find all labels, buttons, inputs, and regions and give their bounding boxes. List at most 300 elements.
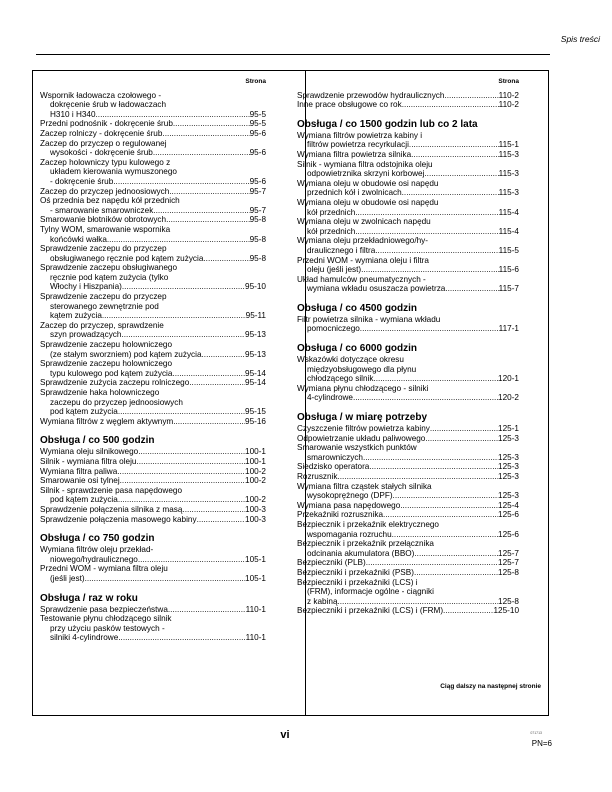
toc-entry-text: Wymiana filtra powietrza silnika — [297, 149, 412, 159]
toc-entry-line — [297, 482, 519, 492]
toc-leader-dots — [166, 215, 250, 225]
toc-page-ref: 125-3 — [498, 433, 519, 443]
toc-entry — [40, 263, 266, 292]
toc-entry-text: zaczepu do przyczep jednoosiowych — [50, 397, 183, 407]
toc-entry-text: Czyszczenie filtrów powietrza kabiny — [297, 424, 430, 434]
toc-entry-line — [40, 605, 266, 615]
toc-entry-text: kół przednich — [307, 207, 356, 217]
toc-entry-text: z kabiną — [307, 596, 338, 606]
toc-leader-dots — [430, 424, 498, 434]
toc-entry-text: Bezpiecznik i przekaźnik przełącznika — [297, 539, 434, 549]
toc-entry — [297, 472, 519, 482]
toc-entry-text: Bezpieczniki (PLB) — [297, 558, 366, 568]
toc-entry-line — [40, 624, 266, 634]
toc-leader-dots — [172, 369, 245, 379]
toc-entry-line — [40, 417, 266, 427]
toc-entry-text: filtrów powietrza recyrkulacji — [307, 140, 409, 150]
toc-entry-line — [40, 359, 266, 369]
toc-entry — [297, 443, 519, 462]
toc-entry-text: chłodzącego silnik — [307, 374, 374, 384]
toc-entry-line — [40, 515, 266, 525]
toc-leader-dots — [366, 558, 498, 568]
toc-entry-line — [297, 568, 519, 578]
toc-page-ref: 95-7 — [249, 205, 266, 215]
toc-entry-text: kół przednich — [307, 226, 356, 236]
toc-entry-line — [40, 215, 266, 225]
toc-leader-dots — [392, 530, 498, 540]
toc-leader-dots — [402, 188, 499, 198]
toc-entry-text: Wspornik ładowacza czołowego - — [40, 90, 162, 100]
toc-entry-text: Bezpieczniki i przekaźniki (LCS) i — [297, 577, 418, 587]
toc-leader-dots — [153, 206, 249, 216]
toc-page-ref: 115-1 — [498, 140, 519, 150]
section-heading: Obsługa / co 500 godzin — [40, 435, 155, 447]
toc-entry-line — [297, 227, 519, 237]
toc-entry-text: Zaczep do przyczep jednoosiowych — [40, 186, 170, 196]
toc-entry-text: Sprawdzenie przewodów hydraulicznych — [297, 90, 445, 100]
toc-entry-line — [297, 434, 519, 444]
toc-entry-text: Sprawdzenie zużycia zaczepu rolniczego — [40, 378, 190, 388]
toc-leader-dots — [122, 282, 245, 292]
toc-entry-line — [40, 158, 266, 168]
toc-entry-text: wymiana wkładu osuszacza powietrza — [307, 284, 446, 294]
toc-entry — [297, 150, 519, 160]
toc-entry — [40, 545, 266, 564]
toc-page-ref: 95-15 — [245, 407, 266, 417]
toc-page-ref: 125-3 — [498, 462, 519, 472]
toc-leader-dots — [136, 457, 245, 467]
toc-leader-dots — [117, 467, 245, 477]
toc-entry-text: Przedni podnośnik - dokręcenie śrub — [40, 119, 173, 129]
toc-leader-dots — [173, 417, 245, 427]
toc-entry — [297, 424, 519, 434]
toc-entry-line — [40, 555, 266, 565]
section-heading: Obsługa / co 750 godzin — [40, 533, 155, 545]
toc-entry-line — [40, 574, 266, 584]
pn-marker: PN=6 — [531, 739, 552, 748]
toc-page-ref: 110-2 — [498, 90, 519, 100]
toc-entry — [40, 129, 266, 139]
toc-entry-line — [297, 217, 519, 227]
toc-entry-text: Sprawdzenie połączenia silnika z masą — [40, 504, 183, 514]
toc-entry-text: Zaczep rolniczy - dokręcenie śrub — [40, 128, 163, 138]
toc-entry-line — [297, 131, 519, 141]
toc-entry — [297, 198, 519, 217]
toc-entry-text: Wymiana płynu chłodzącego - silniki — [297, 383, 429, 393]
toc-page-ref: 115-4 — [498, 207, 519, 217]
toc-entry-text: Zaczep do przyczep o regulowanej — [40, 138, 167, 148]
toc-page-ref: 110-1 — [245, 604, 266, 614]
toc-entry-line — [40, 614, 266, 624]
toc-entry-line — [297, 558, 519, 568]
toc-leader-dots — [393, 491, 499, 501]
toc-page-ref: 115-3 — [498, 188, 519, 198]
toc-page-ref: 115-6 — [498, 265, 519, 275]
toc-entry-text: ręcznie pod kątem zużycia (tylko — [50, 272, 169, 282]
toc-page-ref: 95-8 — [249, 253, 266, 263]
toc-entry-text: smarowniczych — [307, 452, 363, 462]
toc-entry-text: silniki 4-cylindrowe — [50, 633, 119, 643]
toc-leader-dots — [113, 177, 249, 187]
toc-entry-text: Oś przednia bez napędu kół przednich — [40, 196, 180, 206]
toc-entry-line — [40, 388, 266, 398]
toc-leader-dots — [369, 462, 498, 472]
toc-entry-text: draulicznego i filtra — [307, 245, 376, 255]
toc-entry-text: Bezpieczniki i przekaźniki (LCS) i (FRM) — [297, 606, 444, 616]
toc-entry — [40, 505, 266, 515]
toc-entry-text: Wymiana oleju w zwolnicach napędu — [297, 217, 431, 227]
toc-entry-text: odpowietrznika skrzyni korbowej — [307, 169, 425, 179]
toc-entry — [40, 215, 266, 225]
toc-leader-dots — [153, 148, 250, 158]
toc-leader-dots — [361, 265, 499, 275]
toc-entry-text: dokręcenie śrub w ładowaczach — [50, 100, 167, 110]
toc-page-ref: 125-4 — [498, 500, 519, 510]
toc-entry-line — [40, 244, 266, 254]
toc-page-ref: 125-8 — [498, 596, 519, 606]
toc-entry-text: Smarowanie osi tylnej — [40, 476, 120, 486]
toc-entry-line — [297, 169, 519, 179]
toc-leader-dots — [414, 549, 498, 559]
toc-page-ref: 95-11 — [245, 311, 266, 321]
toc-entry — [297, 482, 519, 501]
toc-entry-text: Rozrusznik — [297, 472, 338, 481]
toc-entry-text: oleju (jeśli jest) — [307, 265, 362, 275]
toc-leader-dots — [353, 393, 498, 403]
toc-entry-line — [297, 491, 519, 501]
toc-entry-text: Zaczep holowniczy typu kulowego z — [40, 157, 171, 167]
toc-entry-line — [40, 187, 266, 197]
toc-entry — [297, 434, 519, 444]
toc-entry-line — [297, 315, 519, 325]
toc-entry-line — [40, 282, 266, 292]
toc-entry-line — [40, 196, 266, 206]
toc-entry-text: Zaczep do przyczep, sprawdzenie — [40, 320, 164, 330]
toc-entry-line — [297, 510, 519, 520]
toc-entry-line — [40, 302, 266, 312]
toc-entry-line — [40, 311, 266, 321]
toc-entry-line — [40, 254, 266, 264]
toc-entry-text: - dokręcenie śrub — [50, 176, 114, 186]
toc-entry — [297, 539, 519, 558]
toc-entry-text: przy użyciu pasków testowych - — [50, 623, 165, 633]
document-code: 071713 — [530, 731, 542, 735]
toc-entry-text: Wymiana oleju silnikowego — [40, 447, 139, 457]
toc-entry-line — [297, 160, 519, 170]
toc-entry — [297, 91, 519, 101]
toc-page-ref: 95-13 — [245, 349, 266, 359]
toc-entry-line — [40, 505, 266, 515]
toc-entry-line — [40, 167, 266, 177]
toc-entry — [40, 340, 266, 359]
toc-entry-line — [297, 91, 519, 101]
toc-entry — [297, 315, 519, 334]
toc-entry-text: Przedni WOM - wymiana filtra oleju — [40, 564, 168, 574]
toc-leader-dots — [107, 235, 250, 245]
toc-entry-text: odcinania akumulatora (BBO) — [307, 548, 415, 558]
toc-page-ref: 95-8 — [249, 215, 266, 225]
toc-entry-text: Inne prace obsługowe co rok — [297, 100, 402, 110]
toc-entry-line — [40, 407, 266, 417]
toc-leader-dots — [411, 150, 499, 160]
toc-entry-text: Włochy i Hiszpania) — [50, 282, 122, 292]
toc-entry-text: Układ hamulców pneumatycznych - — [297, 274, 426, 284]
toc-entry-line — [297, 597, 519, 607]
page-number: vi — [280, 729, 290, 741]
toc-entry-text: Wymiana filtra cząstek stałych silnika — [297, 481, 432, 491]
toc-leader-dots — [197, 515, 245, 525]
toc-leader-dots — [338, 472, 499, 482]
toc-page-ref: 115-3 — [498, 169, 519, 179]
toc-page-ref: 125-8 — [498, 567, 519, 577]
toc-entry-line — [40, 457, 266, 467]
toc-entry — [40, 417, 266, 427]
toc-entry-text: pomocniczego — [307, 324, 360, 334]
toc-entry-line — [297, 472, 519, 482]
toc-entry-line — [297, 443, 519, 453]
toc-leader-dots — [202, 350, 246, 360]
toc-leader-dots — [425, 434, 498, 444]
toc-entry-text: pod kątem zużycia — [50, 495, 118, 505]
toc-leader-dots — [373, 374, 498, 384]
toc-entry-text: Odpowietrzanie układu paliwowego — [297, 433, 426, 443]
toc-entry — [40, 467, 266, 477]
toc-entry-text: pod kątem zużycia — [50, 407, 118, 417]
toc-page-ref: 95-8 — [249, 234, 266, 244]
toc-entry-line — [297, 246, 519, 256]
toc-leader-dots — [360, 324, 499, 334]
toc-entry — [40, 139, 266, 158]
toc-leader-dots — [173, 119, 250, 129]
toc-leader-dots — [409, 140, 499, 150]
toc-entry — [297, 217, 519, 236]
toc-entry-text: Testowanie płynu chłodzącego silnik — [40, 614, 172, 624]
toc-entry-text: końcówki wałka — [50, 234, 107, 244]
toc-entry-line — [297, 208, 519, 218]
toc-entry-line — [297, 324, 519, 334]
toc-page-ref: 100-3 — [245, 514, 266, 524]
toc-leader-dots — [355, 208, 498, 218]
toc-entry — [40, 292, 266, 321]
toc-page-ref: 95-5 — [249, 119, 266, 129]
toc-entry — [40, 119, 266, 129]
toc-page-ref: 115-5 — [498, 245, 519, 255]
toc-leader-dots — [383, 510, 498, 520]
toc-leader-dots — [203, 254, 249, 264]
toc-entry — [297, 510, 519, 520]
toc-leader-dots — [444, 91, 498, 101]
toc-leader-dots — [445, 284, 498, 294]
section-heading: Obsługa / w miarę potrzeby — [297, 412, 428, 424]
section-heading: Obsługa / co 4500 godzin — [297, 302, 418, 314]
toc-page-ref: 95-16 — [245, 416, 266, 426]
continuation-note: Ciąg dalszy na następnej stronie — [440, 683, 541, 690]
toc-entry-line — [40, 378, 266, 388]
toc-entry-text: Filtr powietrza silnika - wymiana wkładu — [297, 314, 441, 324]
toc-entry-text: Sprawdzenie zaczepu do przyczep — [40, 292, 167, 302]
toc-entry-text: wysokoprężnego (DPF) — [307, 491, 393, 501]
toc-entry-text: przednich kół i zwolnicach — [307, 188, 402, 198]
toc-leader-dots — [120, 476, 245, 486]
toc-leader-dots — [414, 568, 498, 578]
toc-entry-line — [40, 292, 266, 302]
toc-entry — [40, 244, 266, 263]
toc-entry-text: Wymiana oleju w obudowie osi napędu — [297, 197, 439, 207]
toc-entry-line — [297, 355, 519, 365]
toc-leader-dots — [189, 378, 245, 388]
toc-entry-text: Wymiana oleju przekładniowego/hy- — [297, 236, 428, 246]
toc-page-ref: 125-6 — [498, 529, 519, 539]
toc-entry-line — [40, 321, 266, 331]
toc-entry-line — [297, 150, 519, 160]
toc-page-ref: 125-7 — [498, 558, 519, 568]
toc-leader-dots — [121, 330, 245, 340]
toc-leader-dots — [138, 555, 245, 565]
toc-entry-line — [297, 365, 519, 375]
toc-entry-text: Przedni WOM - wymiana oleju i filtra — [297, 255, 429, 265]
toc-entry-text: Siedzisko operatora — [297, 462, 370, 472]
toc-entry-text: typu kulowego pod kątem zużycia — [50, 368, 173, 378]
toc-entry-line — [40, 330, 266, 340]
toc-entry-line — [40, 476, 266, 486]
toc-leader-dots — [400, 501, 498, 511]
toc-entry-line — [40, 110, 266, 120]
toc-page-ref: 125-6 — [498, 510, 519, 520]
toc-page-ref: 115-4 — [498, 226, 519, 236]
toc-entry — [40, 359, 266, 378]
toc-leader-dots — [443, 606, 493, 616]
toc-entry-text: wysokości - dokręcenie śrub — [50, 148, 153, 158]
toc-page-ref: 105-1 — [245, 573, 266, 583]
toc-entry-text: sterowanego zewnętrznie pod — [50, 301, 159, 311]
toc-entry-line — [40, 564, 266, 574]
toc-entry-text: Silnik - sprawdzenie pasa napędowego — [40, 485, 183, 495]
toc-entry-line — [297, 198, 519, 208]
toc-leader-dots — [182, 505, 245, 515]
toc-entry — [40, 614, 266, 643]
toc-entry-line — [297, 236, 519, 246]
toc-entry — [40, 187, 266, 197]
toc-entry — [297, 501, 519, 511]
toc-page-ref: 95-14 — [245, 378, 266, 388]
toc-entry-text: Silnik - wymiana filtra oleju — [40, 456, 137, 466]
toc-entry-line — [297, 100, 519, 110]
toc-entry — [297, 236, 519, 255]
toc-page-ref: 115-3 — [498, 149, 519, 159]
toc-entry-line — [297, 179, 519, 189]
toc-entry-line — [40, 273, 266, 283]
toc-right-column — [297, 77, 519, 616]
toc-entry — [40, 476, 266, 486]
toc-page-ref: 100-1 — [245, 456, 266, 466]
toc-page-ref: 100-1 — [245, 447, 266, 457]
toc-leader-dots — [118, 407, 245, 417]
toc-entry-text: (ze stałym sworzniem) pod kątem zużycia — [50, 349, 202, 359]
toc-entry-text: - smarowanie smarowniczek — [50, 205, 154, 215]
toc-page-ref: 100-2 — [245, 466, 266, 476]
toc-entry-text: Wymiana filtra paliwa — [40, 466, 118, 476]
toc-entry-text: Wymiana pasa napędowego — [297, 500, 401, 510]
toc-entry-line — [40, 139, 266, 149]
toc-page-ref: 95-13 — [245, 330, 266, 340]
toc-entry-text: wspomagania rozruchu — [307, 529, 392, 539]
toc-entry-text: Bezpieczniki i przekaźniki (PSB) — [297, 567, 414, 577]
toc-page-ref: 125-3 — [498, 491, 519, 501]
toc-page-ref: 105-1 — [245, 554, 266, 564]
toc-leader-dots — [162, 129, 249, 139]
toc-entry-line — [40, 263, 266, 273]
toc-leader-dots — [424, 169, 498, 179]
toc-entry-text: międzyobsługowego dla płynu — [307, 364, 417, 374]
toc-entry — [40, 378, 266, 388]
toc-entry-line — [297, 384, 519, 394]
toc-entry-line — [297, 578, 519, 588]
toc-leader-dots — [338, 597, 499, 607]
toc-entry-text: Wymiana oleju w obudowie osi napędu — [297, 178, 439, 188]
toc-entry — [40, 447, 266, 457]
toc-page-ref: 95-5 — [249, 109, 266, 119]
toc-entry — [40, 388, 266, 417]
toc-entry — [40, 486, 266, 505]
toc-leader-dots — [118, 495, 245, 505]
toc-entry-line — [40, 633, 266, 643]
section-heading: Obsługa / co 6000 godzin — [297, 343, 418, 355]
section-heading: Obsługa / raz w roku — [40, 592, 138, 604]
toc-page-ref: 125-3 — [498, 472, 519, 481]
toc-entry-text: Wskazówki dotyczące okresu — [297, 355, 404, 365]
toc-entry — [297, 160, 519, 179]
toc-page-ref: 125-7 — [498, 548, 519, 558]
toc-entry-text: Wymiana filtrów powietrza kabiny i — [297, 130, 423, 140]
toc-entry — [297, 100, 519, 110]
toc-entry — [297, 355, 519, 384]
toc-entry — [40, 321, 266, 340]
toc-entry-text: Sprawdzenie zaczepu holowniczego — [40, 359, 172, 369]
toc-entry — [297, 275, 519, 294]
toc-entry — [40, 91, 266, 120]
toc-leader-dots — [375, 246, 498, 256]
toc-entry-line — [297, 275, 519, 285]
toc-entry-line — [40, 350, 266, 360]
toc-entry-text: kątem zużycia — [50, 311, 102, 321]
toc-entry-text: Przekaźniki rozrusznika — [297, 510, 383, 520]
toc-entry-text: Smarowanie błotników obrotowych — [40, 215, 167, 225]
toc-entry-text: Sprawdzenie zaczepu holowniczego — [40, 340, 172, 350]
toc-entry-line — [297, 393, 519, 403]
header-rule — [36, 54, 550, 55]
toc-entry-line — [40, 148, 266, 158]
toc-entry-text: H310 i H340 — [50, 109, 96, 119]
toc-page-ref: 95-7 — [249, 186, 266, 196]
toc-entry-line — [40, 206, 266, 216]
toc-page-ref: 125-10 — [493, 606, 519, 616]
toc-leader-dots — [355, 227, 498, 237]
toc-page-ref: 100-3 — [245, 504, 266, 514]
toc-page-ref: 95-6 — [249, 128, 266, 138]
toc-entry-line — [297, 284, 519, 294]
toc-entry-text: (FRM), informacje ogólne - ciągniki — [307, 587, 434, 597]
toc-entry-line — [297, 453, 519, 463]
toc-entry-line — [297, 140, 519, 150]
toc-page-ref: 125-3 — [498, 452, 519, 462]
running-header: Spis treści — [560, 34, 600, 44]
toc-entry-line — [40, 447, 266, 457]
toc-leader-dots — [168, 605, 246, 615]
strona-label: Strona — [245, 78, 266, 85]
toc-entry-line — [40, 467, 266, 477]
toc-entry-line — [40, 369, 266, 379]
toc-entry-text: Smarowanie wszystkich punktów — [297, 443, 417, 453]
